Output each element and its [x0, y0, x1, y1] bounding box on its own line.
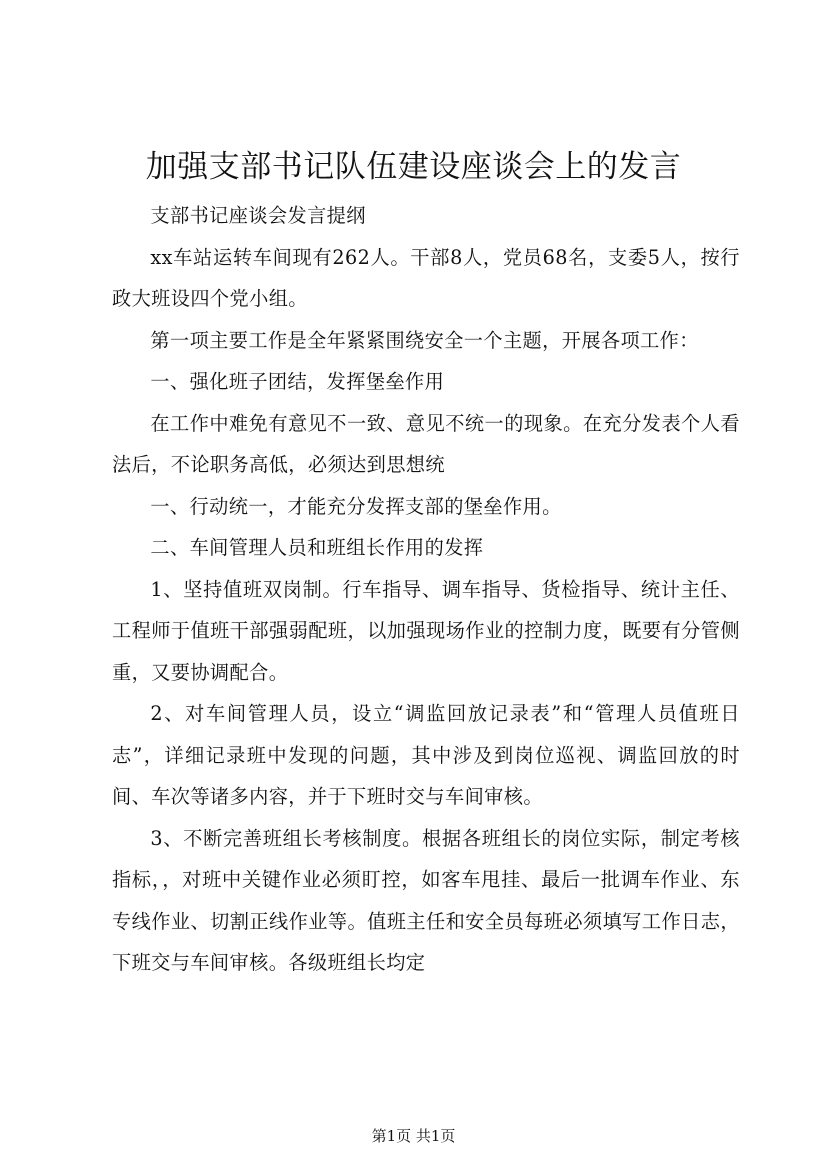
document-body [112, 195, 740, 984]
section-heading-2: 二、车间管理人员和班组长作用的发挥 [150, 536, 484, 559]
section-heading-1: 一、强化班子团结，发挥堡垒作用 [150, 370, 445, 393]
document-title: 加强支部书记队伍建设座谈会上的发言 [145, 149, 682, 185]
paragraph-unity: 一、行动统一，才能充分发挥支部的堡垒作用。 [150, 494, 562, 518]
paragraph-item-3: 3、不断完善班组长考核制度。根据各班组长的岗位实际，制定考核指标，，对班中关键作业必须盯控，如客车甩挂、最后一批调车作业、东专线作业、切割正线作业等。值班主任和安全员每班必须填写工作日志，下班交与车间审核。各级班组长均定 [112, 826, 740, 974]
paragraph-workshop-overview: xx车站运转车间现有262人。干部8人，党员68名，支委5人，按行政大班设四个党小组。 [112, 245, 740, 310]
page-footer: 第1页 共1页 [371, 1127, 456, 1145]
paragraph-opinions: 在工作中难免有意见不一致、意见不统一的现象。在充分发表个人看法后，不论职务高低，必须达到思想统 [112, 411, 740, 476]
paragraph-main-work: 第一项主要工作是全年紧紧围绕安全一个主题，开展各项工作： [150, 328, 699, 352]
paragraph-item-1: 1、坚持值班双岗制。行车指导、调车指导、货检指导、统计主任、工程师于值班干部强弱配班，以加强现场作业的控制力度，既要有分管侧重，又要协调配合。 [112, 577, 740, 684]
paragraph-item-2: 2、对车间管理人员，设立“调监回放记录表”和“管理人员值班日志”，详细记录班中发现的问题，其中涉及到岗位巡视、调监回放的时间、车次等诸多内容，并于下班时交与车间审核。 [112, 702, 740, 808]
paragraph-outline-heading: 支部书记座谈会发言提纲 [150, 204, 366, 227]
